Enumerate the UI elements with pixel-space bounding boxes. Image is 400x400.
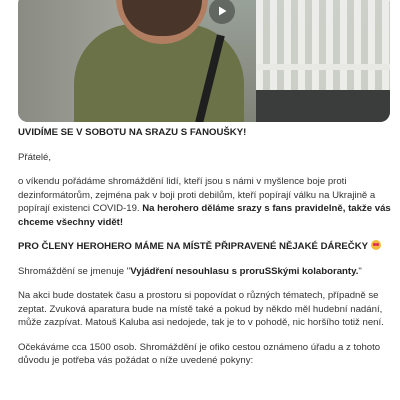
article-body [18, 126, 392, 379]
event-name-suffix: " [358, 265, 362, 277]
heart-eyes-emoji-icon [371, 240, 381, 250]
play-button[interactable] [209, 0, 235, 24]
intro-text: o víkendu pořádáme shromáždění lidí, kteří jsou s námi v myšlence boje proti dezinformátorům, zejména pak v boji proti debilům, kteří popírají válku na Ukrajině a popírají existenci COVID-19. [18, 176, 376, 214]
article-paragraph-expected: Očekáváme cca 1500 osob. Shromáždění je ofiko cestou oznámeno úřadu a z tohoto důvodu je potřeba vás požádat o níže uvedené pokyny: [18, 341, 381, 366]
gifts-heading-text: PRO ČLENY HEROHERO MÁME NA MÍSTĚ PŘIPRAVENÉ NĚJAKÉ DÁREČKY [18, 241, 368, 252]
article-paragraph-event-name [18, 265, 392, 279]
article-paragraph-program: Na akci bude dostatek času a prostoru si popovídat o různých tématech, případně se zeptat. Zvuková aparatura bude na místě také a pokud by někdo měl hudební nadání, může zazpívat. Matouš Kaluba asi nedojede, tak je to v pohodě, nic horšího totiž není. [18, 290, 384, 328]
article-heading-gifts [18, 240, 392, 254]
article-greeting: Přátelé, [18, 151, 52, 163]
event-name-prefix: Shromáždění se jmenuje " [18, 265, 131, 277]
video-thumbnail[interactable] [18, 0, 390, 122]
video-floor [256, 90, 390, 122]
article-paragraph-intro [18, 175, 392, 229]
play-icon [216, 5, 228, 17]
intro-bold-text: Na herohero děláme srazy s fans pravidelně, takže vás chceme všechny vidět! [18, 203, 391, 228]
article-heading-meetup: UVIDÍME SE V SOBOTU NA SRAZU S FANOUŠKY! [18, 127, 247, 138]
video-rail-top [256, 64, 390, 70]
event-name-bold: Vyjádření nesouhlasu s proruSSkými kolaboranty. [130, 265, 359, 277]
